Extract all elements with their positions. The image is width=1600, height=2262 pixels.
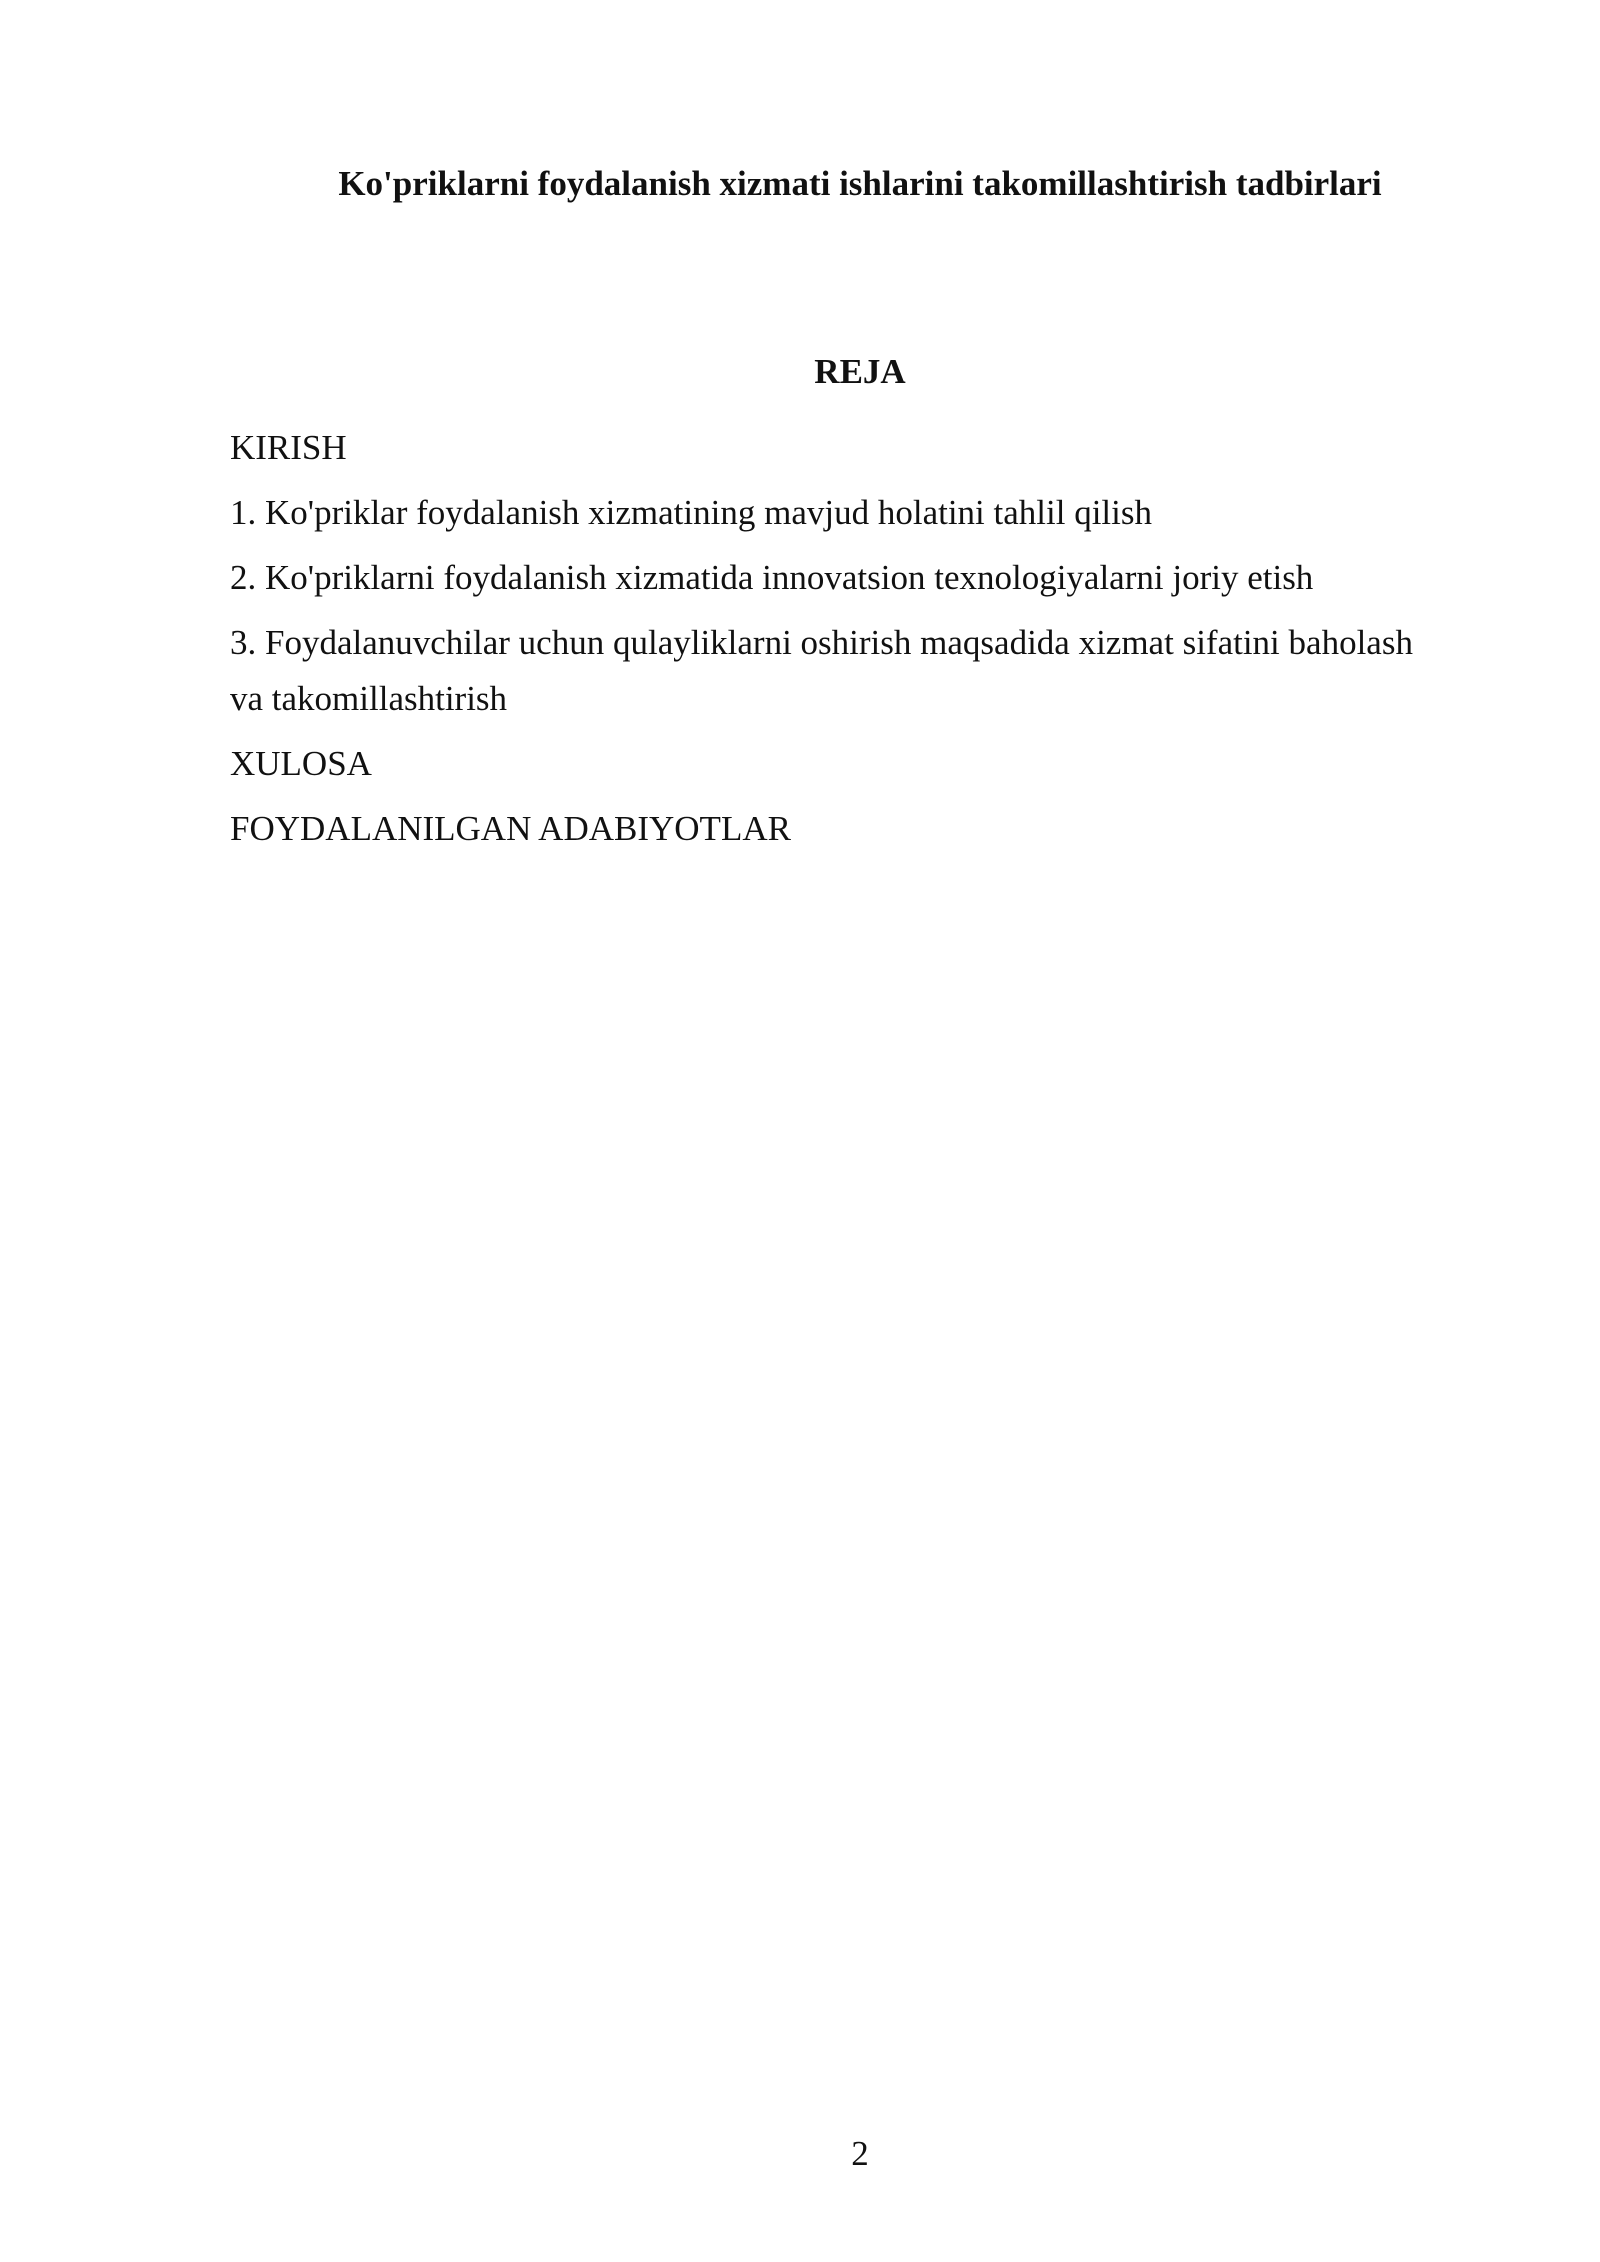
toc-item-3: 3. Foydalanuvchilar uchun qulayliklarni oshirish maqsadida xizmat sifatini baholash va takomillashtirish [230,623,1413,718]
toc-item-1: 1. Ko'priklar foydalanish xizmatining mavjud holatini tahlil qilish [230,493,1152,532]
toc-item-references: FOYDALANILGAN ADABIYOTLAR [230,809,791,848]
toc-item-introduction: KIRISH [230,428,347,467]
document-title: Ko'priklarni foydalanish xizmati ishlarini takomillashtirish tadbirlari [338,164,1382,203]
page-number: 2 [851,2134,869,2173]
toc-item-conclusion: XULOSA [230,744,372,783]
toc-item-2: 2. Ko'priklarni foydalanish xizmatida innovatsion texnologiyalarni joriy etish [230,558,1314,597]
table-of-contents [230,420,1430,866]
plan-heading: REJA [814,352,906,391]
